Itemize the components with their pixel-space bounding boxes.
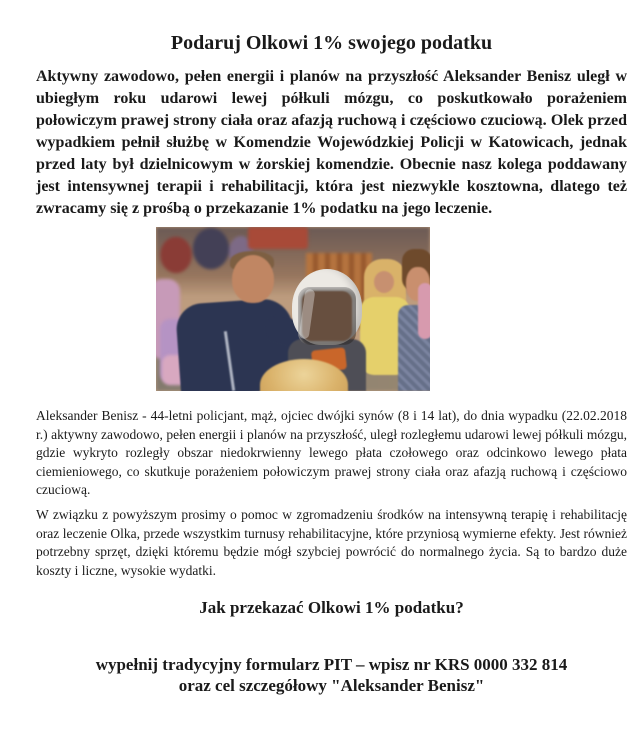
article-photo xyxy=(156,227,430,391)
photo-red-frame xyxy=(248,227,308,249)
bio-paragraph: Aleksander Benisz - 44-letni policjant, mąż, ojciec dwójki synów (8 i 14 lat), do dnia wypadku (22.02.2018 r.) aktywny zawodowo, pełen energii i planów na przyszłość, uległ rozległemu udarowi lewej półkuli mózgu, gdzie wykryto rozległy obszar niedokrwienny lewego płata czołowego oraz odcinkowo lewego płata ciemieniowego, co skutkuje porażeniem połowiczym prawej strony ciała oraz afazją ruchową i częściowo czuciową. xyxy=(36,408,627,498)
pit-instruction-line-1: wypełnij tradycyjny formularz PIT – wpisz nr KRS 0000 332 814 xyxy=(95,655,568,675)
appeal-paragraph: W związku z powyższym prosimy o pomoc w zgromadzeniu środków na intensywną terapię i rehabilitację oraz leczenie Olka, przede wszystkim turnusy rehabilitacyjne, które przyniosą wymierne efekty. Jest również potrzebny sprzęt, dzięki któremu będzie mógł szybciej powrócić do normalnego życia. Są to bardzo duże koszty i liczne, wysokie wydatki. xyxy=(36,506,627,578)
photo-row xyxy=(36,227,627,391)
how-to-donate-heading: Jak przekazać Olkowi 1% podatku? xyxy=(199,598,464,618)
pit-instructions xyxy=(36,654,627,696)
document-content xyxy=(0,30,640,696)
photo-far-right-arm xyxy=(418,283,430,339)
intro-paragraph: Aktywny zawodowo, pełen energii i planów na przyszłość Aleksander Benisz uległ w ubiegłym roku udarowi lewej półkuli mózgu, co poskutkowało porażeniem połowiczym prawej strony ciała oraz afazją ruchową i częściowo czuciową. Olek przed wypadkiem pełnił służbę w Komendzie Wojewódzkiej Policji w Katowicach, jednak przed laty był dzielnicowym w żorskiej komendzie. Obecnie nasz kolega poddawany jest intensywnej terapii i rehabilitacji, która jest niezwykle kosztowna, dlatego też zwracamy się z prośbą o przekazanie 1% podatku na jego leczenie. xyxy=(36,68,627,217)
photo-policeman-face xyxy=(232,255,274,303)
pit-instruction-line-2: oraz cel szczegółowy "Aleksander Benisz" xyxy=(178,676,485,696)
page-title: Podaruj Olkowi 1% swojego podatku xyxy=(170,32,493,54)
photo-girl-yellow-face xyxy=(374,271,394,293)
